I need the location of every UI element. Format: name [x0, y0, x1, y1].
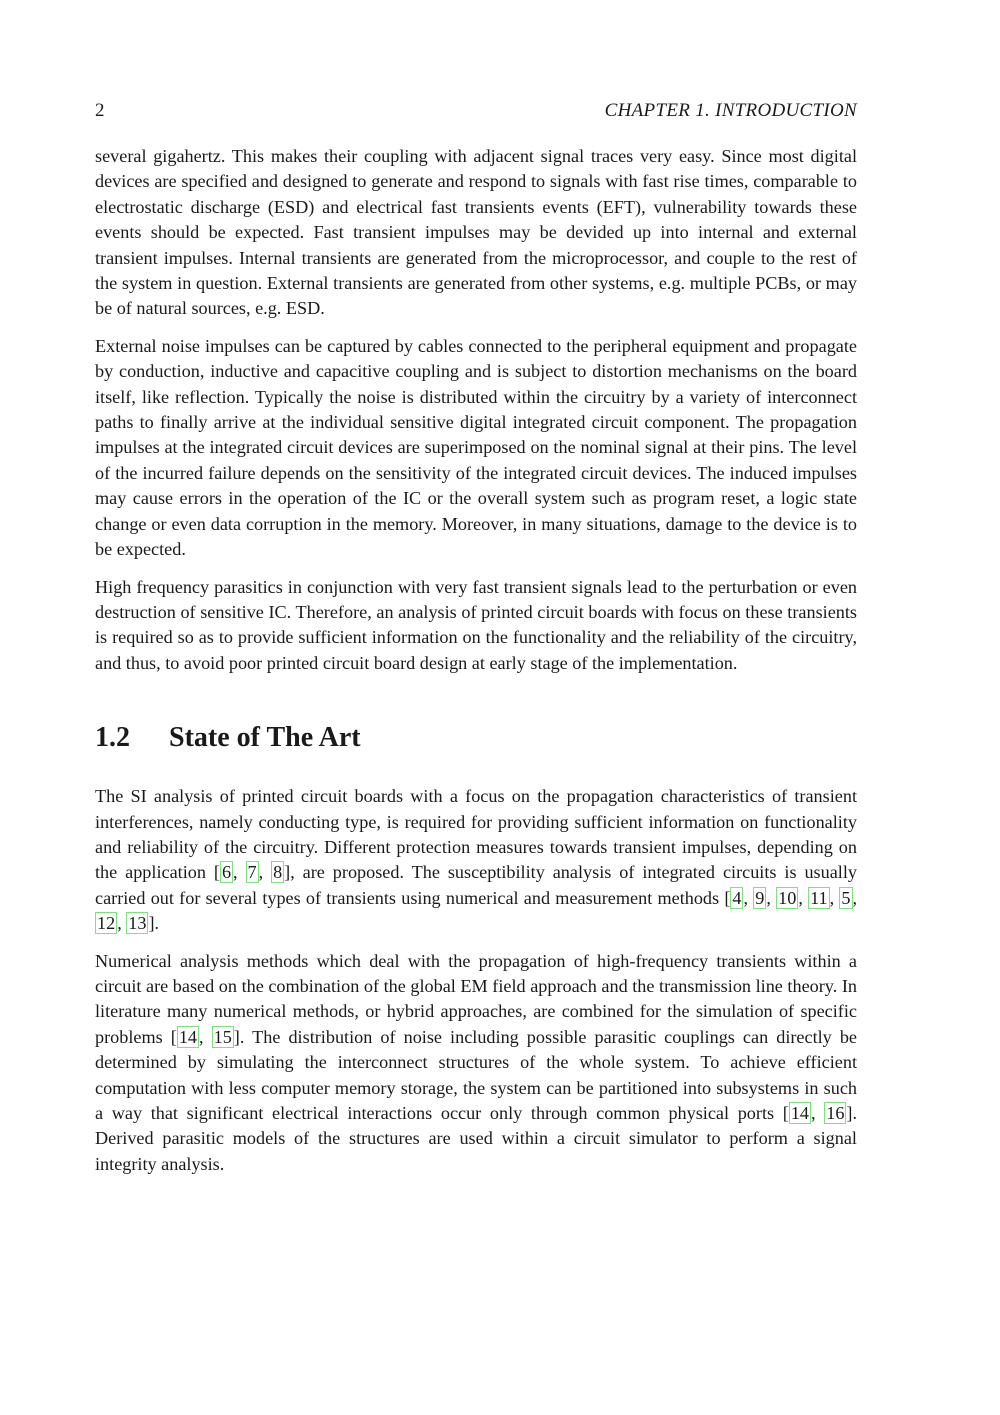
running-header — [95, 100, 857, 126]
chapter-title: CHAPTER 1. INTRODUCTION — [604, 100, 857, 121]
text-run: ]. Derived parasitic models of the structures are used within a circuit simulator to perform a signal integrity analysis. — [95, 1103, 858, 1174]
text-run: ]. — [148, 913, 160, 934]
citation-link[interactable]: 4 — [732, 887, 742, 908]
paragraph-3: High frequency parasitics in conjunction with very fast transient signals lead to the perturbation or even destruction of sensitive IC. Therefore, an analysis of printed circuit boards with focus on these transients is required so as to provide sufficient information on the functionality and the reliability of the circuitry, and thus, to avoid poor printed circuit board design at early stage of the implementation. — [95, 576, 857, 673]
citation-link[interactable]: 12 — [97, 913, 116, 934]
section-number: 1.2 — [95, 722, 130, 754]
text-run: Numerical analysis methods which deal with the propagation of high-frequency transients within a circuit are based on the combination of the global EM field approach and the transmission line theory. In literature many numerical methods, or hybrid approaches, are combined for the simulation of specific problems [ — [95, 950, 857, 1047]
citation-link[interactable]: 14 — [178, 1026, 197, 1047]
text-run: ], are proposed. The susceptibility analysis of integrated circuits is usually carried out for several types of transients using numerical and measurement methods [ — [95, 862, 857, 908]
section-paragraph-1: The SI analysis of printed circuit boards with a focus on the propagation characteristics of transient interferences, namely conducting type, is required for providing sufficient information on functionality and reliability of the circuitry. Different protection measures towards transient impulses, depending on the application [ 6 , 7 , 8 ], are proposed. The susceptibility analysis of integrated circuits is usually carried out for several types of transients using numerical and measurement methods [ 4 , 9 , 10 , 11 , 5 , 12 , 13 ]. — [95, 786, 858, 934]
citation-link[interactable]: 9 — [755, 887, 765, 908]
text-run: ]. The distribution of noise including possible parasitic couplings can directly be determined by simulating the interconnect structures of the whole system. To achieve efficient computation with less computer memory storage, the system can be partitioned into subsystems in such a way that significant electrical interactions occur only through common physical ports [ — [95, 1026, 858, 1123]
citation-link[interactable]: 5 — [841, 887, 851, 908]
text-run: The SI analysis of printed circuit boards with a focus on the propagation characteristics of transient interferences, namely conducting type, is required for providing sufficient information on functionality and reliability of the circuitry. Different protection measures towards transient impulses, depending on the application [ — [95, 786, 857, 883]
citation-link[interactable]: 13 — [128, 913, 147, 934]
section-heading — [95, 720, 857, 756]
section-paragraph-2: Numerical analysis methods which deal with the propagation of high-frequency transients within a circuit are based on the combination of the global EM field approach and the transmission line theory. In literature many numerical methods, or hybrid approaches, are combined for the simulation of specific problems [ 14 , 15 ]. The distribution of noise including possible parasitic couplings can directly be determined by simulating the interconnect structures of the whole system. To achieve efficient computation with less computer memory storage, the system can be partitioned into subsystems in such a way that significant electrical interactions occur only through common physical ports [ 14 , 16 ]. Derived parasitic models of the structures are used within a circuit simulator to perform a signal integrity analysis. — [95, 950, 858, 1174]
paragraph-1: several gigahertz. This makes their coupling with adjacent signal traces very easy. Since most digital devices are specified and designed to generate and respond to signals with fast rise times, comparable to electrostatic discharge (ESD) and electrical fast transients events (EFT), vulnerability towards these events should be expected. Fast transient impulses may be devided up into internal and external transient impulses. Internal transients are generated from the microprocessor, and couple to the rest of the system in question. External transients are generated from other systems, e.g. multiple PCBs, or may be of natural sources, e.g. ESD. — [95, 146, 857, 319]
citation-link[interactable]: 14 — [790, 1103, 809, 1123]
citation-link[interactable]: 7 — [247, 862, 257, 883]
body-text — [95, 144, 857, 1189]
citation-link[interactable]: 11 — [810, 887, 828, 908]
paragraph-2: External noise impulses can be captured by cables connected to the peripheral equipment and propagate by conduction, inductive and capacitive coupling and is subject to distortion mechanisms on the board itself, like reflection. Typically the noise is distributed within the circuitry by a variety of interconnect paths to finally arrive at the individual sensitive digital integrated circuit component. The propagation impulses at the integrated circuit devices are superimposed on the nominal signal at their pins. The level of the incurred failure depends on the sensitivity of the integrated circuit devices. The induced impulses may cause errors in the operation of the IC or the overall system such as program reset, a logic state change or even data corruption in the memory. Moreover, in many situations, damage to the device is to be expected. — [95, 335, 857, 560]
citation-link[interactable]: 16 — [826, 1103, 845, 1123]
citation-link[interactable]: 8 — [273, 862, 283, 883]
page-number: 2 — [95, 100, 105, 121]
citation-link[interactable]: 15 — [213, 1026, 232, 1047]
citation-link[interactable]: 6 — [221, 862, 232, 883]
section-title: State of The Art — [169, 722, 361, 754]
citation-link[interactable]: 10 — [778, 887, 797, 908]
